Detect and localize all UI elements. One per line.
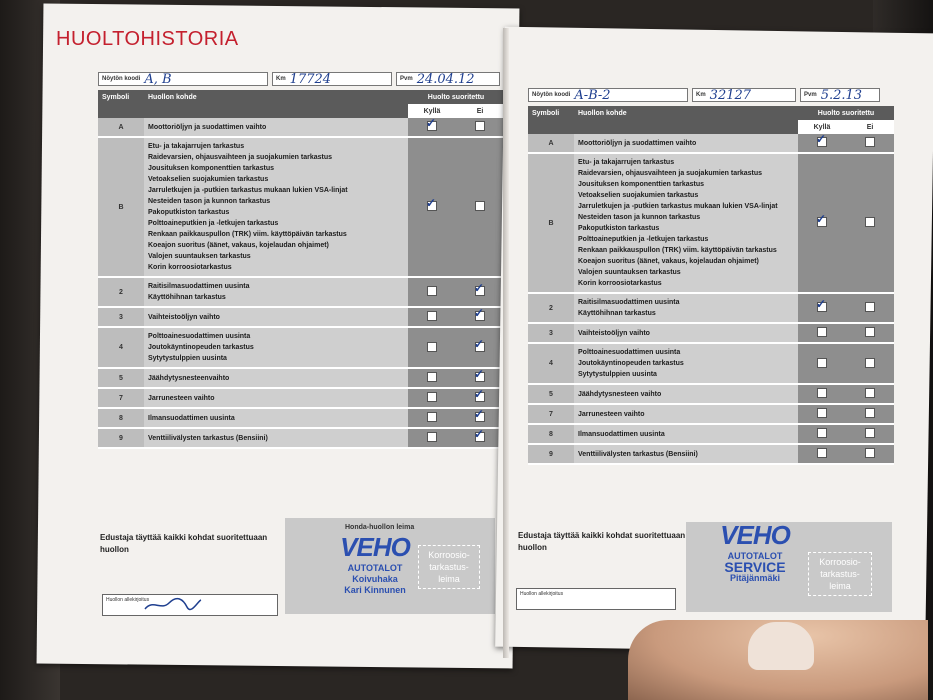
service-item: Vaihteistoöljyn vaihto [148, 313, 220, 321]
service-item: Pakoputkiston tarkastus [148, 209, 230, 216]
row-description [144, 118, 408, 137]
service-item: Joutokäyntinopeuden tarkastus [578, 360, 684, 367]
row-no-cell [456, 307, 504, 327]
row-symbol: 9 [528, 444, 574, 464]
row-yes-cell [798, 343, 846, 384]
row-description [144, 327, 408, 368]
table-row [98, 327, 504, 368]
service-item: Moottoriöljyn ja suodattimen vaihto [148, 123, 267, 131]
row-yes-cell [408, 388, 456, 408]
service-item: Käyttöhihnan tarkastus [578, 310, 656, 317]
row-symbol: B [98, 137, 144, 277]
yes-checkbox[interactable] [817, 428, 827, 438]
table-row [98, 118, 504, 137]
left-header-fields [98, 72, 500, 86]
row-description [144, 388, 408, 408]
service-item: Nesteiden tason ja kunnon tarkastus [578, 214, 701, 221]
service-item: Koeajon suoritus (äänet, vakaus, kojelaudan ohjaimet) [578, 258, 759, 265]
row-symbol: 7 [528, 404, 574, 424]
row-description [144, 408, 408, 428]
table-row [528, 134, 894, 153]
row-symbol: 3 [528, 323, 574, 343]
row-yes-cell [408, 118, 456, 137]
no-checkbox[interactable] [474, 387, 485, 402]
row-symbol: 7 [98, 388, 144, 408]
left-date-value: 24.04.12 [416, 71, 475, 87]
right-note: Edustaja täyttää kaikki kohdat suoritettuaan huollon [518, 531, 686, 552]
stamp-brand: VEHO [340, 532, 410, 562]
no-checkbox[interactable] [865, 217, 875, 227]
row-no-cell [456, 118, 504, 137]
service-item: Sytytystulppien uusinta [578, 371, 657, 378]
row-yes-cell [408, 408, 456, 428]
row-description [574, 343, 798, 384]
right-header-fields [528, 88, 880, 102]
table-row [98, 277, 504, 307]
row-no-cell [456, 388, 504, 408]
service-item: Sytytystulppien uusinta [148, 355, 227, 362]
service-item: Ilmansuodattimen uusinta [148, 414, 235, 422]
target-header: Huollon kohde [144, 90, 408, 104]
service-item: Polttoaineputkien ja -letkujen tarkastus [148, 220, 279, 227]
service-item: Jarruletkujen ja -putkien tarkastus mukaan lukien VSA-linjat [148, 187, 348, 194]
done-header: Huolto suoritettu [798, 106, 894, 120]
row-no-cell [846, 343, 894, 384]
table-row [528, 404, 894, 424]
service-item: Käyttöhihnan tarkastus [148, 294, 226, 301]
service-item: Raidevarsien, ohjausvaihteen ja suojakumien tarkastus [148, 154, 333, 161]
service-item: Polttoainesuodattimen uusinta [148, 333, 251, 340]
left-code-value: A, B [144, 71, 172, 87]
row-description [144, 307, 408, 327]
row-symbol: 2 [98, 277, 144, 307]
yes-checkbox[interactable] [427, 311, 437, 321]
row-yes-cell [798, 153, 846, 293]
stamp-line2: Kari Kinnunen [344, 585, 406, 595]
row-symbol: 4 [528, 343, 574, 384]
stamp-sub: AUTOTALOT [727, 551, 783, 561]
target-header: Huollon kohde [574, 106, 798, 120]
row-yes-cell [408, 277, 456, 307]
service-item: Etu- ja takajarrujen tarkastus [578, 159, 675, 166]
row-yes-cell [408, 428, 456, 448]
row-no-cell [846, 404, 894, 424]
no-checkbox[interactable] [865, 137, 875, 147]
row-symbol: 8 [528, 424, 574, 444]
yes-checkbox[interactable] [816, 297, 827, 312]
thumbnail [748, 622, 814, 670]
date-label: Pvm [804, 92, 817, 98]
right-service-table [528, 106, 894, 465]
row-symbol: 4 [98, 327, 144, 368]
row-yes-cell [798, 424, 846, 444]
row-description [574, 444, 798, 464]
code-label: Nöytön koodi [532, 92, 571, 98]
stamp-title: Honda-huollon leima [345, 524, 415, 531]
table-row [98, 408, 504, 428]
symbol-header: Symboli [528, 106, 574, 120]
checkmark-icon: ✓ [816, 132, 827, 146]
service-item: Joutokäyntinopeuden tarkastus [148, 344, 254, 351]
row-no-cell [456, 137, 504, 277]
row-symbol: A [528, 134, 574, 153]
checkmark-icon: ✓ [426, 116, 437, 130]
table-row [528, 153, 894, 293]
yes-checkbox[interactable] [817, 388, 827, 398]
right-code-field [528, 88, 688, 102]
row-no-cell [456, 408, 504, 428]
signature-label: Huollon allekirjoitus [106, 597, 150, 603]
stamp-brand: VEHO [720, 520, 790, 550]
service-item: Ilmansuodattimen uusinta [578, 430, 665, 438]
left-km-value: 17724 [289, 71, 332, 87]
row-yes-cell [408, 368, 456, 388]
left-service-table [98, 90, 504, 449]
no-header: Ei [456, 104, 504, 118]
row-yes-cell [408, 327, 456, 368]
page-title: HUOLTOHISTORIA [56, 28, 239, 50]
checkmark-icon: ✓ [816, 297, 827, 311]
yes-checkbox[interactable] [427, 392, 437, 402]
yes-checkbox[interactable] [427, 342, 437, 352]
checkmark-icon: ✓ [474, 427, 485, 441]
row-no-cell [846, 293, 894, 323]
km-label: Km [276, 76, 286, 82]
row-description [574, 384, 798, 404]
no-checkbox[interactable] [865, 448, 875, 458]
service-item: Renkaan paikkauspullon (TRK) viim. käyttöpäivän tarkastus [148, 231, 347, 238]
yes-checkbox[interactable] [427, 432, 437, 442]
checkmark-icon: ✓ [474, 387, 485, 401]
service-item: Korin korroosiotarkastus [148, 264, 232, 271]
right-km-field [692, 88, 796, 102]
row-yes-cell [798, 323, 846, 343]
row-no-cell [846, 134, 894, 153]
table-row [98, 388, 504, 408]
left-date-field [396, 72, 500, 86]
no-checkbox[interactable] [474, 407, 485, 422]
checkmark-icon: ✓ [474, 407, 485, 421]
yes-checkbox[interactable] [816, 132, 827, 147]
row-description [574, 424, 798, 444]
row-description [574, 293, 798, 323]
checkmark-icon: ✓ [474, 281, 485, 295]
row-no-cell [846, 384, 894, 404]
row-yes-cell [798, 404, 846, 424]
right-corrosion-stamp: Korroosio-tarkastus-leima [808, 552, 872, 596]
row-description [574, 153, 798, 293]
yes-checkbox[interactable] [426, 116, 437, 131]
row-no-cell [456, 368, 504, 388]
table-row [98, 368, 504, 388]
header-spacer [528, 120, 574, 134]
table-row [98, 428, 504, 448]
service-item: Vetoakselien suojakumien tarkastus [148, 176, 269, 183]
yes-header: Kyllä [798, 120, 846, 134]
checkmark-icon: ✓ [474, 306, 485, 320]
no-checkbox[interactable] [474, 306, 485, 321]
table-row [528, 384, 894, 404]
table-row [528, 424, 894, 444]
yes-checkbox[interactable] [817, 448, 827, 458]
service-item: Raitisilmasuodattimen uusinta [148, 283, 250, 290]
no-checkbox[interactable] [865, 327, 875, 337]
service-item: Jarrunesteen vaihto [578, 410, 645, 418]
header-spacer [98, 104, 144, 118]
stamp-line1: Koivuhaka [352, 574, 398, 584]
row-description [144, 137, 408, 277]
service-item: Jarruletkujen ja -putkien tarkastus mukaan lukien VSA-linjat [578, 203, 778, 210]
code-label: Nöytön koodi [102, 76, 141, 82]
service-item: Koeajon suoritus (äänet, vakaus, kojelaudan ohjaimet) [148, 242, 329, 249]
row-no-cell [456, 277, 504, 307]
date-label: Pvm [400, 76, 413, 82]
row-yes-cell [408, 137, 456, 277]
km-label: Km [696, 92, 706, 98]
stamp-line0: SERVICE [724, 559, 786, 575]
checkmark-icon: ✓ [816, 212, 827, 226]
row-symbol: 9 [98, 428, 144, 448]
no-checkbox[interactable] [474, 336, 485, 352]
row-description [574, 323, 798, 343]
service-item: Jousituksen komponenttien tarkastus [578, 181, 705, 188]
table-row [98, 137, 504, 277]
left-km-field [272, 72, 392, 86]
row-symbol: B [528, 153, 574, 293]
service-item: Valojen suuntauksen tarkastus [578, 269, 681, 276]
service-item: Jäähdytysnesteen vaihto [578, 390, 662, 398]
row-symbol: 5 [528, 384, 574, 404]
row-yes-cell [798, 134, 846, 153]
table-row [528, 343, 894, 384]
row-description [144, 428, 408, 448]
row-yes-cell [798, 444, 846, 464]
service-item: Moottoriöljyn ja suodattimen vaihto [578, 139, 697, 147]
header-spacer [574, 120, 798, 134]
row-no-cell [456, 327, 504, 368]
row-symbol: 2 [528, 293, 574, 323]
service-item: Korin korroosiotarkastus [578, 280, 662, 287]
signature-scribble [143, 597, 203, 611]
no-checkbox[interactable] [865, 302, 875, 312]
right-code-value: A-B-2 [574, 87, 611, 103]
no-checkbox[interactable] [475, 201, 485, 211]
no-checkbox[interactable] [865, 388, 875, 398]
row-description [574, 404, 798, 424]
left-corrosion-stamp: Korroosio-tarkastus-leima [418, 545, 480, 589]
left-signature-box [102, 594, 278, 616]
row-no-cell [846, 153, 894, 293]
service-item: Polttoainesuodattimen uusinta [578, 349, 681, 356]
left-note: Edustaja täyttää kaikki kohdat suoritettuaan huollon [100, 533, 268, 554]
checkmark-icon: ✓ [474, 336, 485, 351]
stamp-line1: Pitäjänmäki [729, 573, 781, 583]
service-item: Jarrunesteen vaihto [148, 394, 215, 402]
service-item: Vetoakselien suojakumien tarkastus [578, 192, 699, 199]
row-yes-cell [798, 293, 846, 323]
row-no-cell [846, 444, 894, 464]
left-code-field [98, 72, 268, 86]
service-item: Pakoputkiston tarkastus [578, 225, 660, 232]
row-no-cell [846, 424, 894, 444]
signature-label: Huollon allekirjoitus [520, 591, 564, 597]
yes-checkbox[interactable] [817, 327, 827, 337]
row-description [144, 277, 408, 307]
row-symbol: 8 [98, 408, 144, 428]
service-item: Raidevarsien, ohjausvaihteen ja suojakumien tarkastus [578, 170, 763, 177]
yes-checkbox[interactable] [427, 286, 437, 296]
service-item: Venttiilivälysten tarkastus (Bensiini) [148, 434, 268, 442]
yes-header: Kyllä [408, 104, 456, 118]
service-item: Vaihteistoöljyn vaihto [578, 329, 650, 337]
service-item: Nesteiden tason ja kunnon tarkastus [148, 198, 271, 205]
row-yes-cell [408, 307, 456, 327]
yes-checkbox[interactable] [817, 358, 827, 368]
service-item: Raitisilmasuodattimen uusinta [578, 299, 680, 306]
booklet-spine [503, 28, 509, 658]
symbol-header: Symboli [98, 90, 144, 104]
row-symbol: A [98, 118, 144, 137]
no-checkbox[interactable] [865, 408, 875, 418]
right-date-field [800, 88, 880, 102]
service-item: Polttoaineputkien ja -letkujen tarkastus [578, 236, 709, 243]
row-yes-cell [798, 384, 846, 404]
no-checkbox[interactable] [865, 358, 875, 368]
no-checkbox[interactable] [474, 281, 485, 296]
no-checkbox[interactable] [475, 121, 485, 131]
service-item: Jäähdytysnesteenvaihto [148, 374, 230, 382]
header-spacer [144, 104, 408, 118]
table-row [528, 293, 894, 323]
table-row [528, 323, 894, 343]
right-date-value: 5.2.13 [820, 87, 863, 103]
service-item: Venttiilivälysten tarkastus (Bensiini) [578, 450, 698, 458]
yes-checkbox[interactable] [817, 408, 827, 418]
service-item: Valojen suuntauksen tarkastus [148, 253, 251, 260]
row-description [144, 368, 408, 388]
no-checkbox[interactable] [865, 428, 875, 438]
no-header: Ei [846, 120, 894, 134]
checkmark-icon: ✓ [474, 367, 485, 381]
service-item: Jousituksen komponenttien tarkastus [148, 165, 275, 172]
table-row [98, 307, 504, 327]
table-row [528, 444, 894, 464]
row-symbol: 5 [98, 368, 144, 388]
yes-checkbox[interactable] [816, 212, 827, 227]
right-km-value: 32127 [709, 87, 752, 103]
row-no-cell [456, 428, 504, 448]
stamp-sub: AUTOTALOT [347, 563, 403, 573]
right-dealer-stamp [700, 520, 810, 584]
done-header: Huolto suoritettu [408, 90, 504, 104]
service-item: Renkaan paikkauspullon (TRK) viim. käyttöpäivän tarkastus [578, 247, 777, 254]
right-signature-box [516, 588, 676, 610]
row-symbol: 3 [98, 307, 144, 327]
checkmark-icon: ✓ [426, 196, 437, 210]
yes-checkbox[interactable] [426, 196, 437, 211]
no-checkbox[interactable] [474, 367, 485, 382]
yes-checkbox[interactable] [427, 412, 437, 422]
left-dealer-stamp [315, 532, 435, 596]
service-item: Etu- ja takajarrujen tarkastus [148, 143, 245, 150]
no-checkbox[interactable] [474, 427, 485, 442]
row-description [574, 134, 798, 153]
yes-checkbox[interactable] [427, 372, 437, 382]
row-no-cell [846, 323, 894, 343]
